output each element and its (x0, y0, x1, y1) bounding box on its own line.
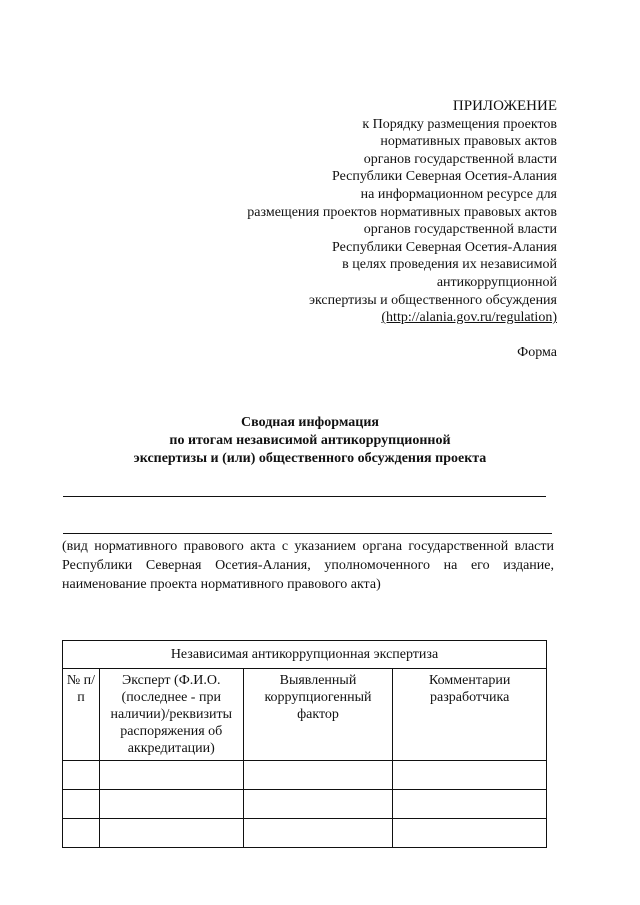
table-cell[interactable] (63, 819, 100, 848)
summary-line: по итогам независимой антикоррупционной (169, 433, 451, 448)
table-row (63, 790, 547, 819)
appendix-line: в целях проведения их независимой (342, 257, 557, 273)
appendix-line: к Порядку размещения проектов (362, 116, 557, 132)
column-header-number: № п/п (63, 669, 100, 761)
expertise-table (62, 640, 547, 848)
appendix-line: на информационном ресурсе для (360, 186, 557, 202)
table-cell[interactable] (393, 790, 547, 819)
table-cell[interactable] (243, 819, 393, 848)
appendix-line: экспертизы и общественного обсуждения (308, 292, 557, 308)
appendix-title: ПРИЛОЖЕНИЕ (452, 98, 557, 114)
column-header-comments: Комментарии разработчика (393, 669, 547, 761)
summary-line: экспертизы и (или) общественного обсуждения проекта (133, 451, 487, 466)
table-cell[interactable] (243, 761, 393, 790)
table-cell[interactable] (393, 761, 547, 790)
table-cell[interactable] (99, 790, 243, 819)
table-title: Независимая антикоррупционная экспертиза (63, 641, 547, 669)
table-row (63, 761, 547, 790)
appendix-line: органов государственной власти (363, 222, 557, 238)
regulation-link[interactable]: (http://alania.gov.ru/regulation) (381, 310, 557, 326)
table-cell[interactable] (99, 761, 243, 790)
blank-line-1[interactable] (63, 496, 546, 497)
table-cell[interactable] (63, 790, 100, 819)
appendix-line: Республики Северная Осетия-Алания (332, 239, 557, 255)
appendix-line: антикоррупционной (436, 274, 557, 290)
appendix-line: органов государственной власти (363, 151, 557, 167)
table-cell[interactable] (99, 819, 243, 848)
table-header-row (63, 669, 547, 761)
form-label: Форма (517, 345, 557, 360)
column-header-expert: Эксперт (Ф.И.О. (последнее - при наличии)/реквизиты распоряжения об аккредитации) (99, 669, 243, 761)
field-caption: (вид нормативного правового акта с указанием органа государственной власти Республики Северная Осетия-Алания, уполномоченного на его издание, наименование проекта нормативного правового акта) (62, 539, 554, 592)
table-cell[interactable] (243, 790, 393, 819)
table-cell[interactable] (393, 819, 547, 848)
table-cell[interactable] (63, 761, 100, 790)
appendix-line: размещения проектов нормативных правовых актов (247, 204, 557, 220)
appendix-line: Республики Северная Осетия-Алания (332, 169, 557, 185)
column-header-factor: Выявленный коррупциогенный фактор (243, 669, 393, 761)
appendix-header (200, 98, 557, 327)
appendix-line: нормативных правовых актов (380, 134, 557, 150)
table-row (63, 819, 547, 848)
summary-title (60, 414, 560, 468)
summary-line: Сводная информация (241, 415, 379, 430)
blank-line-2[interactable] (63, 533, 552, 534)
